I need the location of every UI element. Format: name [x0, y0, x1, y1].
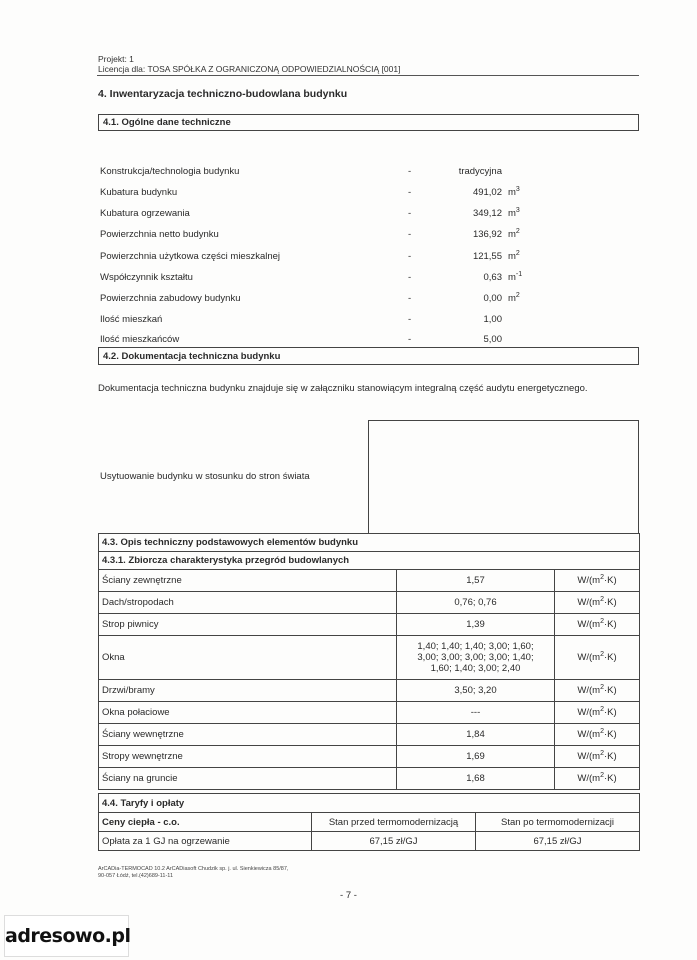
orientation-image-box	[368, 420, 639, 534]
partition-name: Okna połaciowe	[99, 702, 397, 724]
section-4-3-title: 4.3. Opis techniczny podstawowych elementów budynku	[99, 534, 640, 552]
general-data-value: 0,00	[483, 293, 502, 304]
partition-row	[99, 614, 640, 636]
unit-base: m	[508, 208, 516, 219]
general-data-row	[100, 166, 540, 180]
partition-unit	[555, 746, 640, 768]
license-line: Licencja dla: TOSA SPÓŁKA Z OGRANICZONĄ ODPOWIEDZIALNOŚCIĄ [001]	[98, 64, 401, 74]
partition-name: Strop piwnicy	[99, 614, 397, 636]
partition-row	[99, 746, 640, 768]
unit-prefix: W/(m	[577, 729, 601, 740]
partition-u-value: 1,39	[397, 614, 555, 636]
partition-u-value: 1,68	[397, 768, 555, 790]
tariff-header-after: Stan po termomodernizacji	[476, 813, 640, 832]
general-data-dash: -	[408, 251, 412, 262]
general-data-unit	[508, 187, 520, 198]
general-data-row	[100, 187, 540, 201]
partition-unit	[555, 724, 640, 746]
partition-unit	[555, 592, 640, 614]
general-data-row	[100, 229, 540, 243]
general-data-value: 1,00	[483, 314, 502, 325]
general-data-value: 0,63	[483, 272, 502, 283]
general-data-label: Powierzchnia netto budynku	[100, 229, 219, 240]
partition-u-value: 1,84	[397, 724, 555, 746]
general-data-value: 491,02	[472, 187, 502, 198]
tariffs-table	[98, 793, 640, 851]
general-data-row	[100, 272, 540, 286]
unit-base: m	[508, 229, 516, 240]
unit-suffix: ·K)	[603, 773, 617, 784]
partition-u-value: 3,50; 3,20	[397, 680, 555, 702]
general-data-label: Powierzchnia użytkowa części mieszkalnej	[100, 251, 281, 262]
general-data-unit	[508, 229, 520, 240]
unit-suffix: ·K)	[603, 597, 617, 608]
unit-base: m	[508, 187, 516, 198]
unit-exponent: 2	[515, 228, 520, 235]
partition-unit	[555, 702, 640, 724]
unit-exponent: 2	[600, 651, 604, 658]
general-data-row	[100, 208, 540, 222]
general-data-dash: -	[408, 272, 412, 283]
general-data-value: 5,00	[483, 334, 502, 345]
unit-exponent: 2	[600, 772, 604, 779]
partition-name: Stropy wewnętrzne	[99, 746, 397, 768]
unit-prefix: W/(m	[577, 619, 601, 630]
partition-unit	[555, 614, 640, 636]
unit-exponent: 2	[600, 574, 604, 581]
section-4-4-title: 4.4. Taryfy i opłaty	[99, 794, 640, 813]
partition-name: Okna	[99, 636, 397, 680]
tariff-value-before: 67,15 zł/GJ	[312, 832, 476, 851]
general-data-unit	[508, 251, 520, 262]
unit-prefix: W/(m	[577, 652, 601, 663]
unit-base: m	[508, 272, 516, 283]
unit-prefix: W/(m	[577, 773, 601, 784]
partition-u-value: 1,40; 1,40; 1,40; 3,00; 1,60; 3,00; 3,00; 3,00; 3,00; 1,40; 1,60; 1,40; 3,00; 2,40	[397, 636, 555, 680]
unit-exponent: 2	[600, 706, 604, 713]
partition-u-value: 0,76; 0,76	[397, 592, 555, 614]
software-footer	[98, 866, 288, 879]
unit-exponent: 2	[600, 728, 604, 735]
unit-base: m	[508, 251, 516, 262]
unit-suffix: ·K)	[603, 575, 617, 586]
section-4-1-title: 4.1. Ogólne dane techniczne	[98, 114, 639, 131]
general-data-label: Powierzchnia zabudowy budynku	[100, 293, 241, 304]
partition-unit	[555, 680, 640, 702]
general-data-row	[100, 251, 540, 265]
unit-exponent: 2	[515, 250, 520, 257]
section-4-3-1-title: 4.3.1. Zbiorcza charakterystyka przegród budowlanych	[99, 552, 640, 570]
partition-row	[99, 570, 640, 592]
partition-name: Dach/stropodach	[99, 592, 397, 614]
general-data-dash: -	[408, 293, 412, 304]
general-data-dash: -	[408, 208, 412, 219]
partitions-table	[98, 533, 640, 790]
general-data-value: 349,12	[472, 208, 502, 219]
general-data-label: Ilość mieszkań	[100, 314, 163, 325]
unit-exponent: 3	[515, 186, 520, 193]
general-data-value: tradycyjna	[458, 166, 502, 177]
unit-exponent: 2	[600, 618, 604, 625]
general-data-dash: -	[408, 187, 412, 198]
partition-u-value: 1,57	[397, 570, 555, 592]
partition-row	[99, 724, 640, 746]
tariff-header-before: Stan przed termomodernizacją	[312, 813, 476, 832]
partition-unit	[555, 570, 640, 592]
partition-row	[99, 636, 640, 680]
tariff-row-label: Opłata za 1 GJ na ogrzewanie	[99, 832, 312, 851]
footer-line-2: 90-057 Łódź, tel.(42)689-11-11	[98, 872, 174, 879]
unit-prefix: W/(m	[577, 575, 601, 586]
general-data-dash: -	[408, 314, 412, 325]
unit-prefix: W/(m	[577, 707, 601, 718]
partition-name: Drzwi/bramy	[99, 680, 397, 702]
general-data-row	[100, 314, 540, 328]
unit-exponent: 3	[515, 207, 520, 214]
tariff-header-label: Ceny ciepła - c.o.	[99, 813, 312, 832]
unit-prefix: W/(m	[577, 597, 601, 608]
general-data-row	[100, 293, 540, 307]
tariff-value-after: 67,15 zł/GJ	[476, 832, 640, 851]
footer-line-1: ArCADia-TERMOCAD 10.2 ArCADiasoft Chudzik sp. j. ul. Sienkiewicza 85/87,	[98, 866, 289, 872]
partition-unit	[555, 636, 640, 680]
general-data-dash: -	[408, 166, 412, 177]
general-data-label: Kubatura ogrzewania	[100, 208, 190, 219]
adresowo-logo: adresowo.pl	[4, 915, 129, 957]
general-data-label: Konstrukcja/technologia budynku	[100, 166, 240, 177]
general-data-dash: -	[408, 229, 412, 240]
partition-row	[99, 680, 640, 702]
unit-exponent: 2	[600, 684, 604, 691]
unit-suffix: ·K)	[603, 619, 617, 630]
unit-suffix: ·K)	[603, 652, 617, 663]
unit-exponent: 2	[600, 596, 604, 603]
partition-name: Ściany wewnętrzne	[99, 724, 397, 746]
page-number: - 7 -	[340, 890, 357, 901]
partition-row	[99, 702, 640, 724]
partition-unit	[555, 768, 640, 790]
unit-suffix: ·K)	[603, 751, 617, 762]
orientation-label: Usytuowanie budynku w stosunku do stron świata	[100, 471, 310, 482]
general-data-dash: -	[408, 334, 412, 345]
general-data-label: Ilość mieszkańców	[100, 334, 180, 345]
general-data-value: 136,92	[472, 229, 502, 240]
unit-exponent: 2	[600, 750, 604, 757]
general-data-label: Kubatura budynku	[100, 187, 178, 198]
documentation-paragraph: Dokumentacja techniczna budynku znajduje się w załączniku stanowiącym integralną część audytu energetycznego.	[98, 383, 588, 394]
unit-base: m	[508, 293, 516, 304]
unit-exponent: 2	[515, 292, 520, 299]
unit-prefix: W/(m	[577, 685, 601, 696]
unit-exponent: -1	[515, 271, 523, 278]
partition-row	[99, 768, 640, 790]
header-divider	[97, 75, 639, 76]
general-data-row	[100, 334, 540, 348]
section-4-2-title: 4.2. Dokumentacja techniczna budynku	[98, 347, 639, 365]
partition-name: Ściany zewnętrzne	[99, 570, 397, 592]
general-data-value: 121,55	[472, 251, 502, 262]
partition-u-value: ---	[397, 702, 555, 724]
partition-u-value: 1,69	[397, 746, 555, 768]
unit-suffix: ·K)	[603, 729, 617, 740]
partition-row	[99, 592, 640, 614]
general-data-unit	[508, 293, 520, 304]
general-data-unit	[508, 208, 520, 219]
project-line: Projekt: 1	[98, 54, 134, 64]
partition-name: Ściany na gruncie	[99, 768, 397, 790]
unit-prefix: W/(m	[577, 751, 601, 762]
unit-suffix: ·K)	[603, 685, 617, 696]
section-4-title: 4. Inwentaryzacja techniczno-budowlana budynku	[98, 88, 348, 100]
general-data-unit	[508, 272, 522, 283]
general-data-label: Współczynnik kształtu	[100, 272, 193, 283]
unit-suffix: ·K)	[603, 707, 617, 718]
